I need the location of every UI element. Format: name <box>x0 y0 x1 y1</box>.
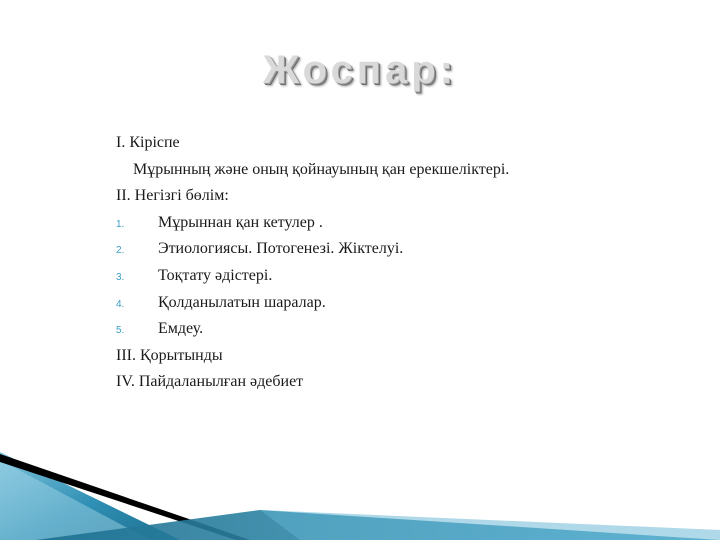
outline-item-5 <box>116 316 696 343</box>
slide-title: Жоспар: <box>263 48 457 92</box>
outline-item-3 <box>116 263 696 290</box>
item-text: Емдеу. <box>158 320 204 338</box>
outline-text: II. Негізгі бөлім: <box>116 187 229 205</box>
outline-line-conclusion <box>116 343 696 370</box>
outline-list <box>116 130 696 396</box>
item-number: 2. <box>116 245 125 257</box>
item-number: 4. <box>116 298 125 310</box>
outline-text: I. Кіріспе <box>116 134 180 151</box>
outline-text: III. Қорытынды <box>116 346 223 364</box>
item-text: Этиологиясы. Потогенезі. Жіктелуі. <box>158 240 404 258</box>
outline-item-2 <box>116 236 696 263</box>
decoration-band-tail <box>260 510 720 540</box>
item-text: Тоқтату әдістері. <box>158 266 273 284</box>
slide-title-container <box>0 48 720 93</box>
outline-item-1 <box>116 210 696 237</box>
outline-line-intro <box>116 130 696 157</box>
corner-decoration <box>0 440 720 540</box>
outline-text: Мұрынның және оның қойнауының қан ерекшеліктері. <box>133 160 510 178</box>
item-number: 3. <box>116 271 125 283</box>
outline-item-4 <box>116 290 696 317</box>
outline-text: IV. Пайдаланылған әдебиет <box>116 373 304 391</box>
item-text: Қолданылатын шаралар. <box>158 293 326 311</box>
outline-line-intro-sub <box>116 157 696 184</box>
item-number: 1. <box>116 218 125 230</box>
item-text: Мұрыннан қан кетулер . <box>158 213 323 231</box>
outline-line-main <box>116 183 696 210</box>
item-number: 5. <box>116 325 125 337</box>
outline-line-references <box>116 369 696 396</box>
